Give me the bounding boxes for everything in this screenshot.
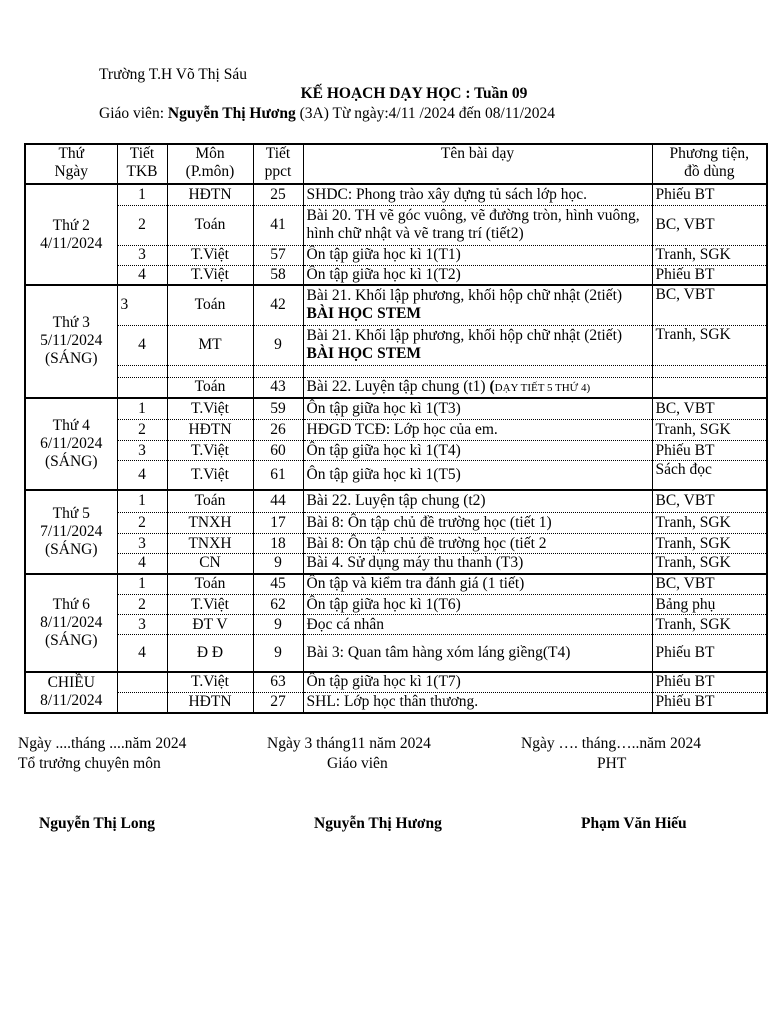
subject-cell: MT bbox=[167, 325, 253, 365]
tkb-cell: 4 bbox=[117, 265, 167, 285]
lesson-cell: Bài 4. Sử dụng máy thu thanh (T3) bbox=[303, 554, 652, 574]
ppct-cell: 61 bbox=[253, 461, 303, 490]
ppct-cell: 9 bbox=[253, 615, 303, 635]
ppct-cell: 60 bbox=[253, 441, 303, 461]
tkb-cell: 1 bbox=[117, 574, 167, 595]
tkb-cell: 3 bbox=[117, 245, 167, 265]
col-header-day: Thứ Ngày bbox=[25, 144, 117, 184]
col-header-subject: Môn (P.môn) bbox=[167, 144, 253, 184]
table-row bbox=[25, 574, 767, 595]
table-row bbox=[25, 615, 767, 635]
ppct-cell: 9 bbox=[253, 635, 303, 672]
tools-cell: Tranh, SGK bbox=[652, 420, 767, 441]
school-name: Trường T.H Võ Thị Sáu bbox=[99, 66, 247, 83]
tools-cell: Phiếu BT bbox=[652, 441, 767, 461]
lesson-cell: Ôn tập và kiểm tra đánh giá (1 tiết) bbox=[303, 574, 652, 595]
table-row bbox=[25, 534, 767, 554]
lesson-cell: Ôn tập giữa học kì 1(T7) bbox=[303, 672, 652, 693]
day-cell-fri: Thứ 6 8/11/2024 (SÁNG) bbox=[25, 574, 117, 672]
tools-cell bbox=[652, 377, 767, 398]
col-header-tools: Phương tiện, đồ dùng bbox=[652, 144, 767, 184]
tkb-cell: 2 bbox=[117, 595, 167, 615]
lesson-cell: Ôn tập giữa học kì 1(T3) bbox=[303, 398, 652, 420]
tkb-cell: 4 bbox=[117, 635, 167, 672]
tkb-cell: 3 bbox=[117, 441, 167, 461]
lesson-cell: Bài 8: Ôn tập chủ đề trường học (tiết 1) bbox=[303, 513, 652, 534]
tools-cell: Phiếu BT bbox=[652, 693, 767, 713]
footer-role-right: PHT bbox=[597, 755, 627, 772]
ppct-cell: 44 bbox=[253, 490, 303, 513]
table-row bbox=[25, 441, 767, 461]
table-row bbox=[25, 285, 767, 325]
signature-name-right: Phạm Văn Hiếu bbox=[581, 815, 687, 832]
col-header-ppct: Tiết ppct bbox=[253, 144, 303, 184]
lesson-cell: Bài 22. Luyện tập chung (t2) bbox=[303, 490, 652, 513]
lesson-cell: Ôn tập giữa học kì 1(T4) bbox=[303, 441, 652, 461]
subject-cell: Toán bbox=[167, 490, 253, 513]
tools-cell: BC, VBT bbox=[652, 285, 767, 325]
tkb-cell bbox=[117, 672, 167, 693]
subject-cell: T.Việt bbox=[167, 398, 253, 420]
tools-cell: Tranh, SGK bbox=[652, 554, 767, 574]
teacher-name: Nguyễn Thị Hương bbox=[167, 105, 296, 122]
table-row bbox=[25, 325, 767, 365]
subject-cell: TNXH bbox=[167, 534, 253, 554]
lesson-cell: Bài 21. Khối lập phương, khối hộp chữ nhật (2tiết) BÀI HỌC STEM bbox=[303, 285, 652, 325]
class-period: (3A) Từ ngày:4/11 /2024 đến 08/11/2024 bbox=[295, 105, 555, 122]
footer-date-left: Ngày ....tháng ....năm 2024 bbox=[18, 735, 187, 752]
table-row bbox=[25, 245, 767, 265]
ppct-cell: 9 bbox=[253, 325, 303, 365]
tkb-cell: 1 bbox=[117, 184, 167, 205]
subject-cell: T.Việt bbox=[167, 672, 253, 693]
tkb-cell: 4 bbox=[117, 461, 167, 490]
tools-cell: Tranh, SGK bbox=[652, 245, 767, 265]
tkb-cell: 4 bbox=[117, 325, 167, 365]
subject-cell: T.Việt bbox=[167, 265, 253, 285]
tkb-cell: 4 bbox=[117, 554, 167, 574]
ppct-cell: 25 bbox=[253, 184, 303, 205]
tkb-cell: 3 bbox=[117, 285, 167, 325]
table-row bbox=[25, 377, 767, 398]
day-cell-fri-afternoon: CHIỀU 8/11/2024 bbox=[25, 672, 117, 713]
ppct-cell: 58 bbox=[253, 265, 303, 285]
table-row bbox=[25, 595, 767, 615]
ppct-cell: 59 bbox=[253, 398, 303, 420]
subject-cell: HĐTN bbox=[167, 693, 253, 713]
ppct-cell: 9 bbox=[253, 554, 303, 574]
subject-cell: Toán bbox=[167, 574, 253, 595]
table-row bbox=[25, 265, 767, 285]
tools-cell: Tranh, SGK bbox=[652, 534, 767, 554]
ppct-cell: 26 bbox=[253, 420, 303, 441]
lesson-cell: Bài 22. Luyện tập chung (t1) (DẠY TIẾT 5 THỨ 4) bbox=[303, 377, 652, 398]
tools-cell: Phiếu BT bbox=[652, 184, 767, 205]
teacher-prefix: Giáo viên: bbox=[99, 105, 168, 122]
table-row bbox=[25, 490, 767, 513]
tkb-cell: 2 bbox=[117, 420, 167, 441]
ppct-cell: 63 bbox=[253, 672, 303, 693]
lesson-cell: SHDC: Phong trào xây dựng tủ sách lớp học. bbox=[303, 184, 652, 205]
col-header-lesson: Tên bài dạy bbox=[303, 144, 652, 184]
day-cell-tue: Thứ 3 5/11/2024 (SÁNG) bbox=[25, 285, 117, 398]
subject-cell: T.Việt bbox=[167, 461, 253, 490]
subject-cell: HĐTN bbox=[167, 420, 253, 441]
tools-cell: BC, VBT bbox=[652, 398, 767, 420]
tools-cell: Tranh, SGK bbox=[652, 513, 767, 534]
lesson-cell: SHL: Lớp học thân thương. bbox=[303, 693, 652, 713]
tools-cell: Bảng phụ bbox=[652, 595, 767, 615]
tools-cell: BC, VBT bbox=[652, 205, 767, 245]
table-row bbox=[25, 554, 767, 574]
subject-cell: Đ Đ bbox=[167, 635, 253, 672]
subject-cell: Toán bbox=[167, 377, 253, 398]
tkb-cell bbox=[117, 693, 167, 713]
lesson-cell: Ôn tập giữa học kì 1(T1) bbox=[303, 245, 652, 265]
signature-name-mid: Nguyễn Thị Hương bbox=[314, 815, 442, 832]
lesson-cell: Ôn tập giữa học kì 1(T6) bbox=[303, 595, 652, 615]
footer-date-mid: Ngày 3 tháng11 năm 2024 bbox=[267, 735, 431, 752]
ppct-cell: 18 bbox=[253, 534, 303, 554]
day-cell-wed: Thứ 4 6/11/2024 (SÁNG) bbox=[25, 398, 117, 490]
tkb-cell: 2 bbox=[117, 205, 167, 245]
lesson-cell: Bài 8: Ôn tập chủ đề trường học (tiết 2 bbox=[303, 534, 652, 554]
table-row-empty bbox=[25, 365, 767, 377]
ppct-cell: 17 bbox=[253, 513, 303, 534]
lesson-cell: Ôn tập giữa học kì 1(T5) bbox=[303, 461, 652, 490]
lesson-cell: Bài 20. TH vẽ góc vuông, vẽ đường tròn, hình vuông, hình chữ nhật và vẽ trang trí (tiết2) bbox=[303, 205, 652, 245]
lesson-cell: HĐGD TCĐ: Lớp học của em. bbox=[303, 420, 652, 441]
table-row bbox=[25, 398, 767, 420]
subject-cell: HĐTN bbox=[167, 184, 253, 205]
col-header-tkb: Tiết TKB bbox=[117, 144, 167, 184]
tools-cell: BC, VBT bbox=[652, 574, 767, 595]
ppct-cell: 57 bbox=[253, 245, 303, 265]
tools-cell: Phiếu BT bbox=[652, 635, 767, 672]
table-row bbox=[25, 635, 767, 672]
tkb-cell: 3 bbox=[117, 534, 167, 554]
ppct-cell: 45 bbox=[253, 574, 303, 595]
table-row bbox=[25, 513, 767, 534]
tkb-cell: 1 bbox=[117, 490, 167, 513]
lesson-cell: Ôn tập giữa học kì 1(T2) bbox=[303, 265, 652, 285]
tkb-cell: 2 bbox=[117, 513, 167, 534]
table-row bbox=[25, 184, 767, 205]
lesson-cell: Bài 3: Quan tâm hàng xóm láng giềng(T4) bbox=[303, 635, 652, 672]
day-cell-mon: Thứ 2 4/11/2024 bbox=[25, 184, 117, 285]
subject-cell: ĐT V bbox=[167, 615, 253, 635]
lesson-plan-table bbox=[24, 143, 768, 714]
subject-cell: TNXH bbox=[167, 513, 253, 534]
subject-cell: Toán bbox=[167, 285, 253, 325]
footer-role-mid: Giáo viên bbox=[327, 755, 388, 772]
document-title: KẾ HOẠCH DẠY HỌC : Tuần 09 bbox=[300, 85, 528, 102]
signature-name-left: Nguyễn Thị Long bbox=[39, 815, 156, 832]
lesson-cell: Bài 21. Khối lập phương, khối hộp chữ nhật (2tiết) BÀI HỌC STEM bbox=[303, 325, 652, 365]
lesson-cell: Đọc cá nhân bbox=[303, 615, 652, 635]
footer-date-right: Ngày …. tháng…..năm 2024 bbox=[521, 735, 701, 752]
tools-cell: Tranh, SGK bbox=[652, 325, 767, 365]
table-row bbox=[25, 672, 767, 693]
ppct-cell: 27 bbox=[253, 693, 303, 713]
table-row bbox=[25, 693, 767, 713]
footer-role-left: Tổ trưởng chuyên môn bbox=[18, 755, 161, 772]
ppct-cell: 43 bbox=[253, 377, 303, 398]
tkb-cell bbox=[117, 377, 167, 398]
subject-cell: T.Việt bbox=[167, 595, 253, 615]
subject-cell: T.Việt bbox=[167, 441, 253, 461]
tools-cell: Phiếu BT bbox=[652, 672, 767, 693]
tkb-cell: 1 bbox=[117, 398, 167, 420]
table-header-row bbox=[25, 144, 767, 184]
tkb-cell: 3 bbox=[117, 615, 167, 635]
tools-cell: Sách đọc bbox=[652, 461, 767, 490]
table-row bbox=[25, 461, 767, 490]
subject-cell: CN bbox=[167, 554, 253, 574]
table-row bbox=[25, 205, 767, 245]
ppct-cell: 42 bbox=[253, 285, 303, 325]
tools-cell: Tranh, SGK bbox=[652, 615, 767, 635]
ppct-cell: 41 bbox=[253, 205, 303, 245]
tools-cell: BC, VBT bbox=[652, 490, 767, 513]
subject-cell: Toán bbox=[167, 205, 253, 245]
teacher-line bbox=[99, 105, 555, 123]
table-row bbox=[25, 420, 767, 441]
ppct-cell: 62 bbox=[253, 595, 303, 615]
tools-cell: Phiếu BT bbox=[652, 265, 767, 285]
day-cell-thu: Thứ 5 7/11/2024 (SÁNG) bbox=[25, 490, 117, 574]
subject-cell: T.Việt bbox=[167, 245, 253, 265]
